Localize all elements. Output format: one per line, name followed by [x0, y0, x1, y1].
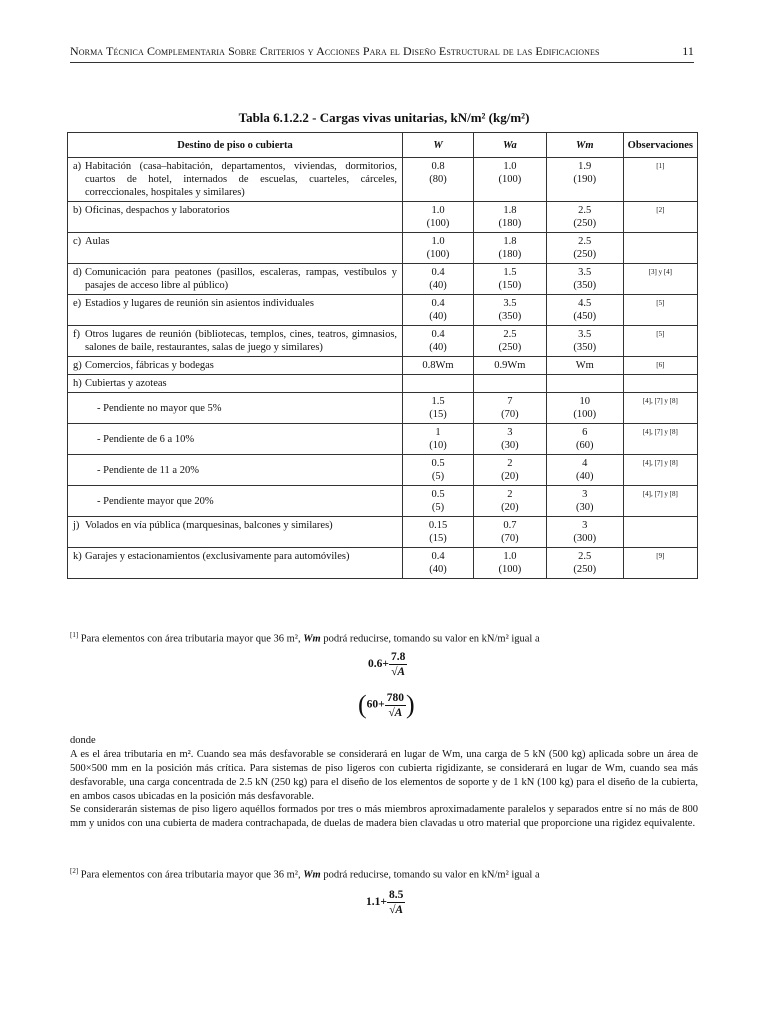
cell-w [403, 202, 474, 233]
row-label-cell [68, 375, 403, 393]
row-letter: a) [73, 161, 82, 172]
cell-w [403, 326, 474, 357]
cell-wa-kn: 0.9Wm [494, 360, 526, 371]
table-header-row [68, 133, 698, 158]
formula-2 [358, 690, 415, 720]
live-loads-table [67, 132, 698, 579]
formula-1 [368, 650, 407, 679]
row-label: Aulas [85, 236, 110, 247]
cell-w [403, 375, 474, 393]
cell-w-kg: (40) [429, 280, 447, 291]
cell-w-kn: 1.0 [431, 205, 445, 216]
cell-wm-kg: (350) [573, 280, 597, 291]
cell-wa [473, 357, 546, 375]
row-letter: h) [73, 378, 82, 389]
cell-w-kn: 0.8Wm [422, 360, 454, 371]
cell-wa-kg: (180) [498, 218, 522, 229]
cell-wa-kn: 7 [507, 396, 513, 407]
formula-1-denominator: √A [391, 666, 406, 678]
cell-wa [473, 548, 546, 579]
cell-wm-kn: 3 [582, 520, 588, 531]
running-header [70, 44, 694, 63]
table-row [68, 517, 698, 548]
cell-wm-kn: 2.5 [578, 551, 592, 562]
cell-wa [473, 326, 546, 357]
cell-wm [546, 264, 623, 295]
cell-wm [546, 295, 623, 326]
cell-observations: [5] [623, 295, 697, 326]
row-label-cell [68, 233, 403, 264]
header-observations: Observaciones [623, 133, 697, 158]
table-row [68, 158, 698, 202]
cell-wa-kg: (100) [498, 564, 522, 575]
formula-3-fraction [387, 888, 405, 917]
table-row [68, 424, 698, 455]
cell-w-kn: 1.5 [431, 396, 445, 407]
header-wm: Wm [546, 133, 623, 158]
row-label-cell [68, 202, 403, 233]
formula-2-close-paren: ) [405, 690, 415, 719]
row-label: - Pendiente de 6 a 10% [97, 433, 195, 445]
page-number: 11 [682, 44, 694, 58]
cell-wm-kg: (300) [573, 533, 597, 544]
formula-2-numerator: 780 [386, 691, 404, 704]
cell-wm-kg: (350) [573, 342, 597, 353]
formula-2-fraction [385, 691, 406, 720]
row-letter: e) [73, 298, 82, 309]
row-label: - Pendiente de 11 a 20% [97, 464, 199, 476]
formula-3-denominator: √A [389, 904, 404, 916]
cell-wm-kg: (30) [575, 502, 594, 513]
table-row [68, 357, 698, 375]
row-label-cell [68, 393, 403, 424]
header-title: Norma Técnica Complementaria Sobre Criterios y Acciones Para el Diseño Estructural de las Edificaciones [70, 44, 600, 58]
formula-1-fraction [389, 650, 407, 679]
cell-wa [473, 295, 546, 326]
cell-observations: [9] [623, 548, 697, 579]
cell-observations: [3] y [4] [623, 264, 697, 295]
formula-2-prefix: 60+ [366, 698, 385, 711]
row-letter: c) [73, 236, 82, 247]
cell-wm-kg: (100) [573, 409, 597, 420]
cell-wm-kg: (250) [573, 218, 597, 229]
cell-wa-kg: (70) [501, 533, 519, 544]
footnote-2-text-a: Para elementos con área tributaria mayor que 36 m², [80, 869, 304, 881]
formula-3-prefix: 1.1+ [366, 896, 387, 909]
cell-w-kn: 0.5 [431, 458, 445, 469]
cell-observations: [2] [623, 202, 697, 233]
row-letter: j) [73, 520, 80, 531]
cell-w-kn: 0.4 [431, 551, 445, 562]
footnote-1-text-b: podrá reducirse, tomando su valor en kN/m² igual a [320, 633, 540, 645]
cell-w [403, 548, 474, 579]
header-destination: Destino de piso o cubierta [68, 133, 403, 158]
cell-wa-kn: 1.5 [503, 267, 517, 278]
cell-wa [473, 375, 546, 393]
cell-wa [473, 486, 546, 517]
row-label-cell [68, 548, 403, 579]
row-label-cell [68, 424, 403, 455]
row-letter: f) [73, 329, 80, 340]
cell-w-kg: (40) [429, 342, 447, 353]
table-row [68, 486, 698, 517]
table-row [68, 202, 698, 233]
footnote-1-marker: [1] [70, 631, 79, 639]
cell-wm-kn: 3 [582, 489, 588, 500]
cell-wm [546, 548, 623, 579]
cell-wa-kn: 1.0 [503, 161, 517, 172]
cell-wm-kn: 1.9 [578, 161, 592, 172]
cell-observations: [1] [623, 158, 697, 202]
row-label: Estadios y lugares de reunión sin asientos individuales [85, 298, 314, 309]
cell-observations [623, 517, 697, 548]
cell-w [403, 264, 474, 295]
cell-wa-kn: 1.0 [503, 551, 517, 562]
table-row [68, 455, 698, 486]
cell-wa-kn: 3.5 [503, 298, 517, 309]
cell-wm [546, 326, 623, 357]
cell-w-kg: (5) [431, 502, 445, 513]
cell-w [403, 158, 474, 202]
table-row [68, 375, 698, 393]
row-label-cell [68, 517, 403, 548]
cell-wa-kn: 1.8 [503, 205, 517, 216]
footnote-1-text-a: Para elementos con área tributaria mayor que 36 m², [80, 633, 304, 645]
cell-wm-kn: 6 [582, 427, 588, 438]
row-label-cell [68, 486, 403, 517]
footnote-2-intro [70, 864, 698, 883]
header-w: W [403, 133, 474, 158]
cell-observations: [4], [7] y [8] [623, 393, 697, 424]
cell-observations: [5] [623, 326, 697, 357]
cell-w-kn: 1 [435, 427, 441, 438]
table-row [68, 295, 698, 326]
formula-2-denominator: √A [388, 706, 403, 719]
cell-wa-kn: 1.8 [503, 236, 517, 247]
table-row [68, 548, 698, 579]
cell-wm [546, 486, 623, 517]
row-label: Comercios, fábricas y bodegas [85, 360, 214, 371]
cell-wm-kg: (450) [573, 311, 597, 322]
cell-wa-kg: (100) [498, 174, 522, 185]
cell-wm-kn: 4.5 [578, 298, 592, 309]
row-label: - Pendiente no mayor que 5% [97, 402, 222, 414]
table-row [68, 233, 698, 264]
cell-wm-kn: 4 [582, 458, 588, 469]
footnote-1-wm: Wm [303, 633, 321, 645]
cell-wm-kg: (250) [573, 249, 597, 260]
formula-1-numerator: 7.8 [390, 651, 406, 663]
cell-wm [546, 233, 623, 264]
footnote-2-marker: [2] [70, 867, 79, 875]
cell-w-kg: (40) [429, 564, 447, 575]
cell-wm [546, 393, 623, 424]
row-label: Volados en vía pública (marquesinas, balcones y similares) [85, 520, 333, 531]
cell-wa [473, 202, 546, 233]
row-label: Habitación (casa–habitación, departamentos, viviendas, dormitorios, cuartos de hotel, internados de escuelas, cuarteles, cárceles, correccionales, hospitales y similares) [85, 161, 398, 198]
row-label: Garajes y estacionamientos (exclusivamente para automóviles) [85, 551, 350, 562]
cell-w-kn: 1.0 [431, 236, 445, 247]
row-letter: b) [73, 205, 82, 216]
formula-1-prefix: 0.6+ [368, 658, 389, 671]
formula-3 [366, 888, 405, 917]
cell-wa-kg: (20) [501, 471, 519, 482]
cell-observations [623, 375, 697, 393]
cell-wa-kg: (150) [498, 280, 522, 291]
cell-w-kg: (100) [426, 218, 450, 229]
cell-w [403, 393, 474, 424]
cell-w-kg: (5) [431, 471, 445, 482]
cell-wm-kg: (60) [575, 440, 594, 451]
cell-wm-kn: Wm [575, 360, 594, 371]
row-label-cell [68, 326, 403, 357]
cell-wa [473, 158, 546, 202]
cell-w [403, 424, 474, 455]
cell-wm [546, 517, 623, 548]
table-row [68, 326, 698, 357]
cell-wa-kg: (20) [501, 502, 519, 513]
cell-wm-kn: 3.5 [578, 329, 592, 340]
cell-wa-kn: 2.5 [503, 329, 517, 340]
row-label-cell [68, 295, 403, 326]
cell-wm [546, 455, 623, 486]
row-label: Cubiertas y azoteas [85, 378, 167, 389]
cell-wm [546, 424, 623, 455]
row-label-cell [68, 158, 403, 202]
cell-wm-kn: 2.5 [578, 205, 592, 216]
cell-wa [473, 455, 546, 486]
cell-wm [546, 202, 623, 233]
cell-wa [473, 517, 546, 548]
cell-wa-kn: 0.7 [503, 520, 517, 531]
cell-wm [546, 375, 623, 393]
footnote-2-text-b: podrá reducirse, tomando su valor en kN/m² igual a [320, 869, 540, 881]
row-letter: d) [73, 267, 82, 278]
footnote-1-intro [70, 628, 698, 647]
cell-w-kg: (15) [429, 409, 447, 420]
cell-wa-kg: (30) [501, 440, 519, 451]
row-letter: g) [73, 360, 82, 371]
cell-w [403, 295, 474, 326]
footnote-1-paragraph-2: Se considerarán sistemas de piso ligero aquéllos formados por tres o más miembros aproximadamente paralelos y separados entre sí no más de 800 mm y unidos con una cubierta de madera contrachapada, de duelas de madera bien clavadas u otro material que proporcione una rigidez equivalente. [70, 804, 698, 829]
cell-wa-kn: 3 [507, 427, 513, 438]
cell-w-kn: 0.4 [431, 298, 445, 309]
cell-w-kn: 0.4 [431, 267, 445, 278]
table-row [68, 393, 698, 424]
table-body [68, 158, 698, 579]
cell-wm-kn: 10 [579, 396, 590, 407]
cell-w-kg: (10) [429, 440, 447, 451]
cell-w-kg: (40) [429, 311, 447, 322]
cell-wa-kn: 2 [507, 489, 513, 500]
table-title: Tabla 6.1.2.2 - Cargas vivas unitarias, kN/m² (kg/m²) [238, 110, 530, 125]
cell-wm-kg: (40) [575, 471, 594, 482]
cell-observations: [6] [623, 357, 697, 375]
row-label-cell [68, 455, 403, 486]
cell-observations [623, 233, 697, 264]
cell-wm-kn: 2.5 [578, 236, 592, 247]
cell-w-kn: 0.15 [428, 520, 448, 531]
cell-wa-kg: (70) [501, 409, 519, 420]
cell-w-kg: (15) [429, 533, 447, 544]
cell-wa-kg: (350) [498, 311, 522, 322]
footnote-1-paragraph-1: A es el área tributaria en m². Cuando sea más desfavorable se considerará en lugar de Wm, una carga de 5 kN (500 kg) aplicada sobre un área de 500×500 mm en la posición más crítica. Para sistemas de piso ligeros con cubierta rigidizante, se considerará en lugar de Wm, cuando sea más desfavorable, una carga concentrada de 2.5 kN (250 kg) para el diseño de los elementos de soporte y de 1 kN (100 kg) para el diseño de la cubierta, en ambos casos ubicadas en la posición más desfavorable. [70, 749, 698, 802]
cell-w-kg: (80) [429, 174, 447, 185]
cell-w [403, 517, 474, 548]
row-label-cell [68, 264, 403, 295]
cell-wa-kn: 2 [507, 458, 513, 469]
cell-w-kn: 0.8 [431, 161, 445, 172]
formula-3-numerator: 8.5 [388, 889, 404, 901]
cell-w [403, 486, 474, 517]
cell-observations: [4], [7] y [8] [623, 424, 697, 455]
row-label: - Pendiente mayor que 20% [97, 495, 214, 507]
cell-wa [473, 264, 546, 295]
formula-2-open-paren: ( [358, 690, 367, 719]
cell-w [403, 455, 474, 486]
cell-wm-kg: (250) [573, 564, 597, 575]
row-label: Oficinas, despachos y laboratorios [85, 205, 230, 216]
cell-observations: [4], [7] y [8] [623, 455, 697, 486]
cell-wa [473, 233, 546, 264]
table-row [68, 264, 698, 295]
cell-wa-kg: (250) [498, 342, 522, 353]
cell-wm-kn: 3.5 [578, 267, 592, 278]
cell-wm [546, 357, 623, 375]
cell-w-kn: 0.4 [431, 329, 445, 340]
cell-wa [473, 424, 546, 455]
cell-w [403, 233, 474, 264]
cell-w [403, 357, 474, 375]
cell-w-kg: (100) [426, 249, 450, 260]
cell-wa [473, 393, 546, 424]
row-label: Comunicación para peatones (pasillos, escaleras, rampas, vestíbulos y pasajes de acceso libre al público) [85, 267, 398, 291]
cell-observations: [4], [7] y [8] [623, 486, 697, 517]
footnote-1-donde: donde [70, 735, 96, 746]
cell-wa-kg: (180) [498, 249, 522, 260]
cell-w-kn: 0.5 [431, 489, 445, 500]
footnote-2-wm: Wm [303, 869, 321, 881]
row-letter: k) [73, 551, 82, 562]
header-wa: Wa [473, 133, 546, 158]
cell-wm [546, 158, 623, 202]
row-label-cell [68, 357, 403, 375]
row-label: Otros lugares de reunión (bibliotecas, templos, cines, teatros, gimnasios, salones de baile, restaurantes, salas de juego y similares) [85, 329, 398, 353]
cell-wm-kg: (190) [573, 174, 597, 185]
